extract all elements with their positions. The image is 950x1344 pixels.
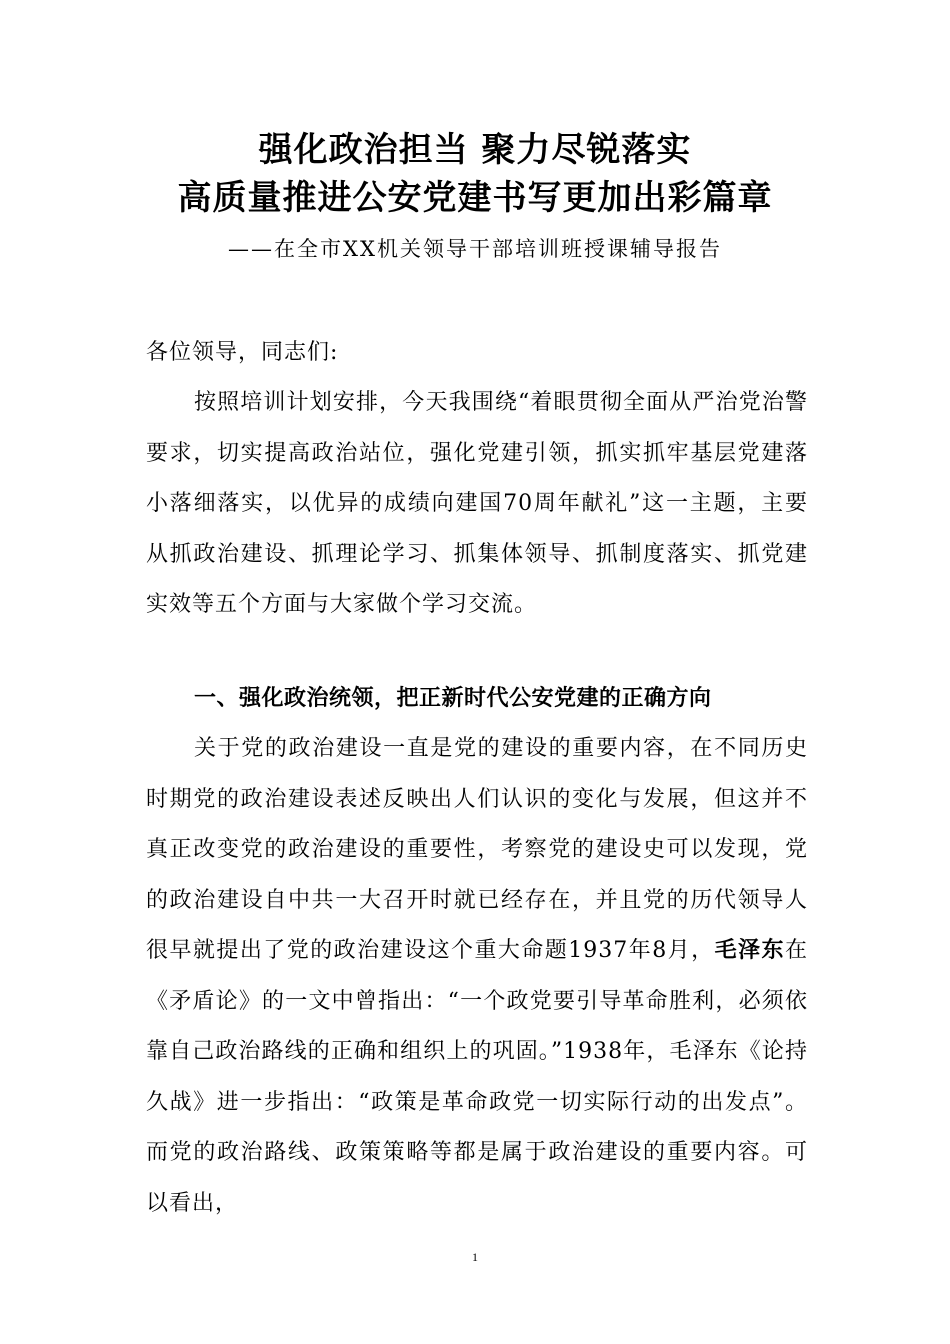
paragraph-political-construction	[146, 724, 808, 1229]
document-title-line-1: 强化政治担当 聚力尽锐落实	[258, 130, 692, 170]
paragraph-text-part-2: 在《矛盾论》的一文中曾指出：“一个政党要引导革命胜利，必须依靠自己政治路线的正确和组织上的巩固。”1938年，毛泽东《论持久战》进一步指出：“政策是革命政党一切实际行动的出发点”。而党的政治路线、政策策略等都是属于政治建设的重要内容。可以看出，	[146, 938, 808, 1216]
document-subtitle: ——在全市XX机关领导干部培训班授课辅导报告	[228, 237, 722, 261]
paragraph-intro: 按照培训计划安排，今天我围绕“着眼贯彻全面从严治党治警要求，切实提高政治站位，强化党建引领，抓实抓牢基层党建落小落细落实，以优异的成绩向建国70周年献礼”这一主题，主要从抓政治建设、抓理论学习、抓集体领导、抓制度落实、抓党建实效等五个方面与大家做个学习交流。	[146, 390, 808, 617]
section-heading-1: 一、强化政治统领，把正新时代公安党建的正确方向	[194, 686, 712, 711]
document-title-line-2: 高质量推进公安党建书写更加出彩篇章	[177, 178, 773, 218]
page-number: 1	[472, 1250, 478, 1264]
salutation: 各位领导，同志们:	[146, 340, 339, 365]
bold-name: 毛泽东	[714, 938, 785, 963]
paragraph-text-part-1: 关于党的政治建设一直是党的建设的重要内容，在不同历史时期党的政治建设表述反映出人们认识的变化与发展，但这并不真正改变党的政治建设的重要性，考察党的建设史可以发现，党的政治建设自中共一大召开时就已经存在，并且党的历代领导人很早就提出了党的政治建设这个重大命题1937年8月，	[146, 736, 808, 963]
